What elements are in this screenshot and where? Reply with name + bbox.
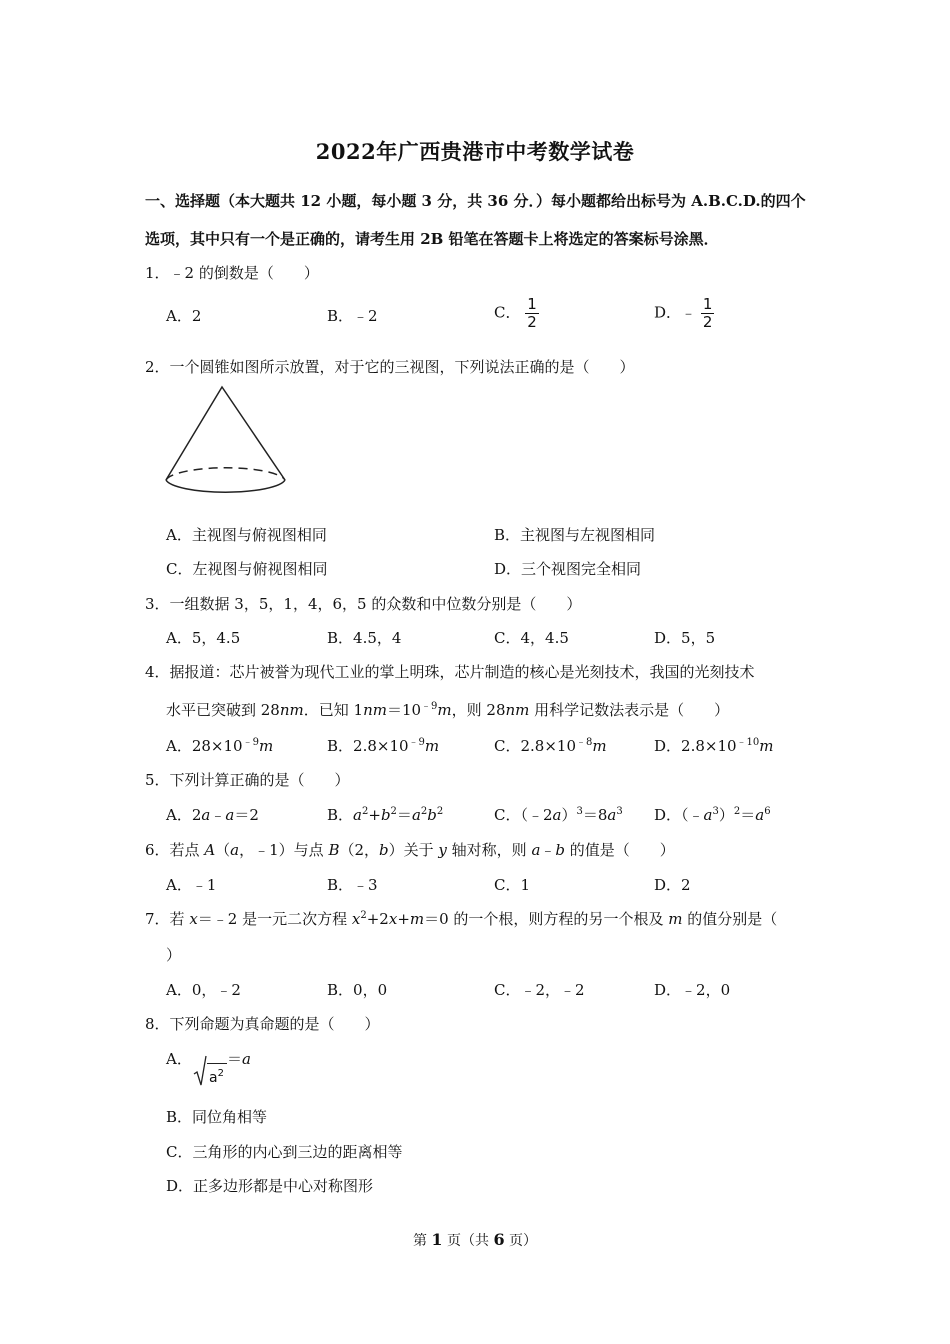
q6-option-c: C．1 [494, 876, 531, 894]
text: 7．若 [145, 910, 190, 928]
q8-option-a-expression [193, 1048, 251, 1086]
q3-option-b: B．4.5，4 [327, 629, 402, 647]
var-a: a [241, 1050, 251, 1068]
unit-m: m [258, 737, 274, 755]
q4-option-a [166, 735, 273, 756]
q3-option-a: A．5，4.5 [166, 629, 241, 647]
text: ＝ [740, 806, 756, 824]
var-a: a [209, 1070, 218, 1086]
text: ，则 28 [451, 701, 506, 719]
var-a: a [552, 806, 562, 824]
page-number: 1 [431, 1230, 443, 1249]
text: 页（共 [442, 1233, 494, 1249]
text: 的值分别是（ [682, 910, 778, 928]
text: 水平已突破到 28 [166, 701, 280, 719]
q8-option-b: B．同位角相等 [166, 1108, 268, 1126]
q5-option-d [654, 804, 771, 825]
exponent: 3 [576, 806, 583, 817]
q5-option-c [494, 804, 623, 825]
var-a: a [201, 806, 211, 824]
q5-option-b: B．$a^2+b^2=a^2b^2$ [327, 806, 444, 824]
text: 第 [412, 1233, 432, 1249]
text: ＝2 [234, 806, 259, 824]
text: C．（﹣2 [494, 806, 553, 824]
var-b: b [555, 841, 566, 859]
q2-option-c: C．左视图与俯视图相同 [166, 560, 328, 578]
var-m: m [409, 910, 425, 928]
q8-option-d: D．正多边形都是中心对称图形 [166, 1177, 374, 1195]
var-x: x [388, 910, 398, 928]
var-m: m [668, 910, 683, 928]
exponent: ﹣10 [736, 737, 760, 748]
fraction-numerator: 1 [527, 295, 537, 313]
text: ） [718, 806, 734, 824]
exponent: 6 [764, 806, 771, 817]
exponent: ﹣9 [242, 737, 259, 748]
text: ＝10 [386, 701, 422, 719]
text: （2， [339, 841, 380, 859]
section-heading-line2: 选项，其中只有一个是正确的，请考生用 2B 铅笔在答题卡上将选定的答案标号涂黑． [145, 230, 719, 248]
point-b: B [328, 841, 340, 859]
unit-m: m [437, 701, 452, 719]
text: 轴对称，则 [446, 841, 532, 859]
unit-m: m [592, 737, 607, 755]
q1-option-d-label: D．﹣ [654, 303, 697, 322]
q6-option-d: D．2 [654, 876, 691, 894]
question-3-stem: 3．一组数据 3，5，1，4，6，5 的众数和中位数分别是（ ） [145, 595, 582, 613]
text: ＝﹣2 是一元二次方程 [197, 910, 352, 928]
q2-option-b: B．主视图与左视图相同 [494, 526, 656, 544]
text: ） [561, 806, 577, 824]
var-a: a [607, 806, 617, 824]
point-a: A [204, 841, 216, 859]
text: 的值是（ ） [565, 841, 675, 859]
section-heading-line1: 一、选择题（本大题共 12 小题，每小题 3 分，共 36 分．）每小题都给出标号为 A.B.C.D.的四个 [145, 192, 806, 210]
exponent: 2 [360, 910, 367, 921]
text: D．2.8×10 [654, 737, 737, 755]
q1-option-d [654, 296, 714, 331]
unit-nm: nm [279, 701, 304, 719]
text: 用科学记数法表示是（ ） [529, 701, 730, 719]
exponent: 2 [733, 806, 741, 817]
question-6-stem [145, 839, 675, 860]
question-4-line1: 4．据报道：芯片被誉为现代工业的掌上明珠，芯片制造的核心是光刻技术，我国的光刻技术 [145, 663, 755, 681]
fraction-numerator: 1 [702, 295, 713, 313]
q4-option-c [494, 735, 607, 756]
text: +2 [366, 910, 389, 928]
unit-m: m [759, 737, 774, 755]
var-x: x [189, 910, 198, 928]
question-7-line2: ） [166, 946, 182, 964]
square-root [193, 1054, 227, 1086]
unit-nm: nm [363, 701, 387, 719]
text: + [397, 910, 410, 928]
text: ＝ [226, 1050, 242, 1068]
var-a: a [531, 841, 541, 859]
q7-option-d: D．﹣2，0 [654, 981, 731, 999]
text: C．2.8×10 [494, 737, 576, 755]
exponent: 3 [712, 806, 719, 817]
question-2-stem: 2．一个圆锥如图所示放置，对于它的三视图，下列说法正确的是（ ） [145, 358, 635, 376]
radical-sign-icon [193, 1054, 207, 1086]
text: A．28×10 [166, 737, 243, 755]
exponent: ﹣8 [576, 737, 593, 748]
q3-option-c: C．4，4.5 [494, 629, 569, 647]
text: 6．若点 [145, 841, 205, 859]
var-a: a [755, 806, 765, 824]
var-b: b [379, 841, 389, 859]
fraction-neg-one-half [701, 296, 715, 331]
var-y: y [438, 841, 447, 859]
q5-option-a [166, 804, 259, 825]
text: （ [215, 841, 231, 859]
question-8-stem: 8．下列命题为真命题的是（ ） [145, 1015, 380, 1033]
text: ＝8 [582, 806, 608, 824]
q6-option-a: A．﹣1 [166, 876, 217, 894]
text: ﹣ [210, 806, 226, 824]
var-a: a [230, 841, 240, 859]
q4-option-b [327, 735, 439, 756]
text: ＝0 的一个根，则方程的另一个根及 [424, 910, 669, 928]
text: B．2.8×10 [327, 737, 409, 755]
fraction-denominator: 2 [702, 313, 713, 331]
text: ．已知 1 [303, 701, 364, 719]
var-a: a [225, 806, 235, 824]
question-7-line1 [145, 908, 777, 929]
question-5-stem: 5．下列计算正确的是（ ） [145, 771, 350, 789]
q3-option-d: D．5，5 [654, 629, 716, 647]
text: ，﹣1）与点 [239, 841, 329, 859]
q7-option-b: B．0，0 [327, 981, 388, 999]
q7-option-c: C．﹣2，﹣2 [494, 981, 585, 999]
q6-option-b: B．﹣3 [327, 876, 378, 894]
cone-figure [160, 382, 295, 507]
text: ）关于 [388, 841, 439, 859]
unit-m: m [424, 737, 440, 755]
exponent: 2 [217, 1068, 224, 1079]
question-1-stem: 1．﹣2 的倒数是（ ） [145, 264, 319, 282]
q8-option-c: C．三角形的内心到三边的距离相等 [166, 1143, 403, 1161]
page-title: 2022年广西贵港市中考数学试卷 [315, 139, 635, 164]
text: 页） [504, 1233, 538, 1249]
q1-option-b: B．﹣2 [327, 307, 378, 325]
exponent: 3 [616, 806, 623, 817]
page-footer [0, 1230, 950, 1250]
exponent: ﹣9 [408, 737, 425, 748]
q2-option-d: D．三个视图完全相同 [494, 560, 642, 578]
q8-option-a-label: A． [166, 1050, 192, 1068]
page-total: 6 [493, 1230, 505, 1249]
q2-option-a: A．主视图与俯视图相同 [166, 526, 327, 544]
var-x: x [351, 910, 361, 928]
q7-option-a: A．0，﹣2 [166, 981, 241, 999]
var-a: a [703, 806, 713, 824]
unit-nm: nm [505, 701, 530, 719]
radicand [207, 1063, 227, 1086]
text: ﹣ [540, 841, 556, 859]
fraction-one-half [525, 296, 539, 331]
q1-option-a: A．2 [166, 307, 202, 325]
exponent: ﹣9 [421, 701, 438, 712]
text: D．（﹣ [654, 806, 704, 824]
q1-option-c-label: C． [494, 303, 521, 322]
question-4-line2 [166, 699, 729, 720]
q4-option-d [654, 735, 774, 756]
text: A．2 [166, 806, 202, 824]
q1-option-c [494, 296, 539, 331]
fraction-denominator: 2 [527, 313, 537, 331]
text: B． [327, 806, 354, 824]
